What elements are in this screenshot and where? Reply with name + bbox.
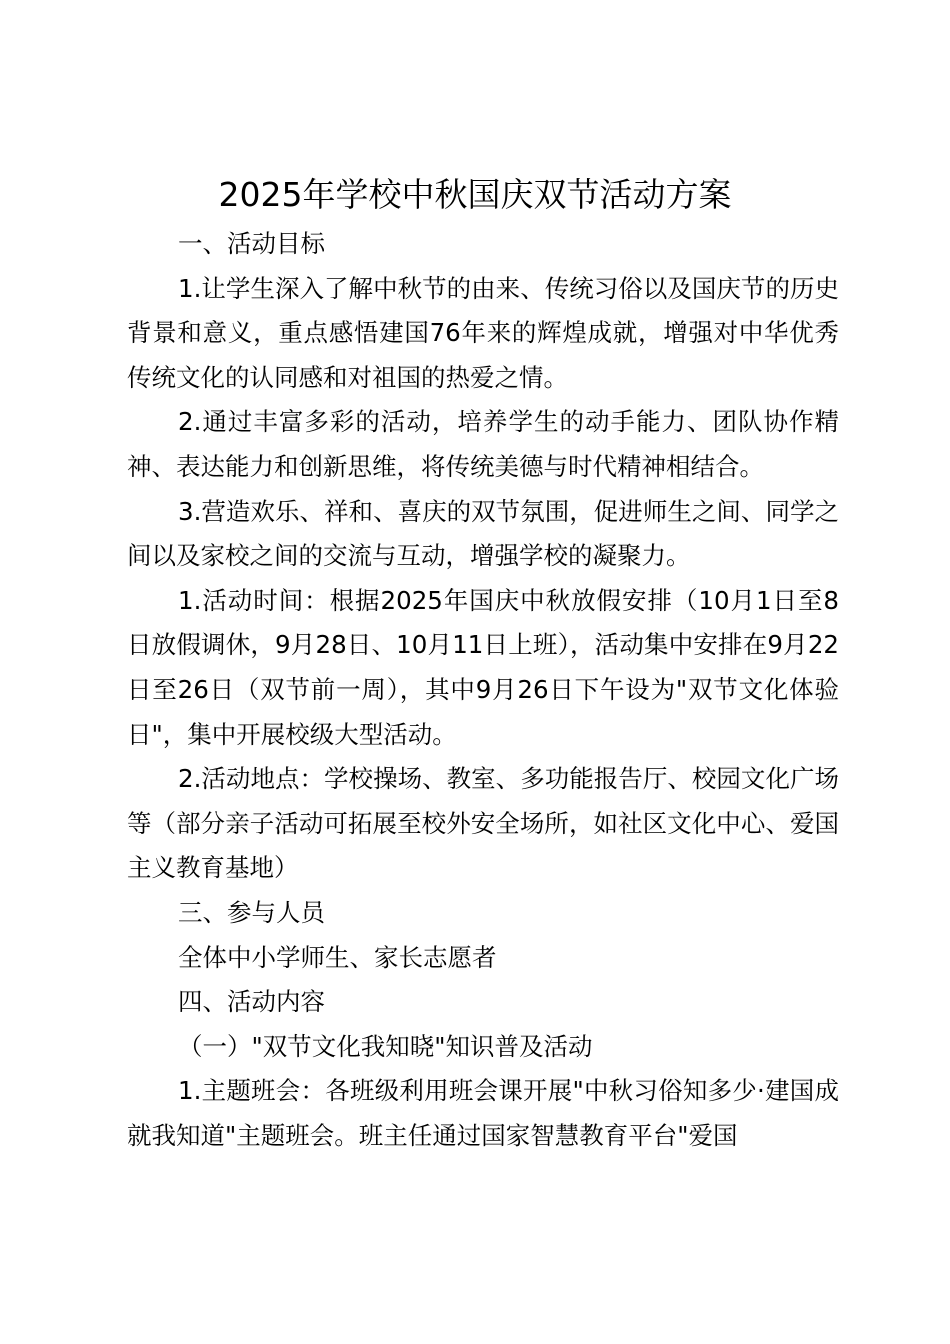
activity-time-paragraph: 1.活动时间：根据2025年国庆中秋放假安排（10月1日至8日放假调休，9月28日、10月11日上班），活动集中安排在9月22日至26日（双节前一周），其中9月26日下午设为"双节文化体验日"，集中开展校级大型活动。	[127, 585, 839, 749]
subheading-knowledge-activity: （一）"双节文化我知晓"知识普及活动	[178, 1031, 593, 1061]
activity-location-paragraph: 2.活动地点：学校操场、教室、多功能报告厅、校园文化广场等（部分亲子活动可拓展至校外安全场所，如社区文化中心、爱国主义教育基地）	[127, 764, 839, 883]
theme-class-meeting-paragraph: 1.主题班会：各班级利用班会课开展"中秋习俗知多少·建国成就我知道"主题班会。班主任通过国家智慧教育平台"爱国	[127, 1076, 839, 1150]
participants-paragraph: 全体中小学师生、家长志愿者	[178, 942, 497, 972]
heading-participants: 三、参与人员	[178, 897, 325, 927]
goal-paragraph-2: 2.通过丰富多彩的活动，培养学生的动手能力、团队协作精神、表达能力和创新思维，将传统美德与时代精神相结合。	[127, 407, 839, 481]
heading-activity-content: 四、活动内容	[178, 987, 325, 1017]
document-body	[127, 222, 839, 1158]
heading-activity-goals: 一、活动目标	[178, 229, 325, 258]
goal-paragraph-1: 1.让学生深入了解中秋节的由来、传统习俗以及国庆节的历史背景和意义，重点感悟建国76年来的辉煌成就，增强对中华优秀传统文化的认同感和对祖国的热爱之情。	[127, 273, 839, 392]
goal-paragraph-3: 3.营造欢乐、祥和、喜庆的双节氛围，促进师生之间、同学之间以及家校之间的交流与互动，增强学校的凝聚力。	[127, 496, 839, 571]
document-title: 2025年学校中秋国庆双节活动方案	[218, 175, 732, 214]
